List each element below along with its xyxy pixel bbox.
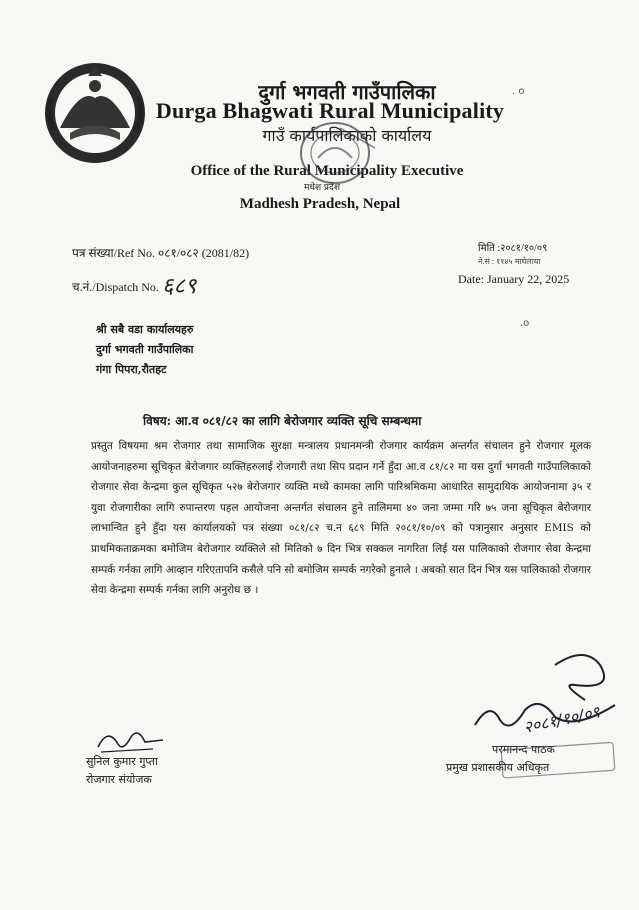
office-stamp-icon xyxy=(280,118,400,188)
date-nepali: मिति :२०८१/१०/०९ xyxy=(478,243,548,254)
official-letter: दुर्गा भगवती गाउँपालिका Durga Bhagwati Rural Municipality गाउँ कार्यपालिकाको कार्यालय Office of the Rural Municipality Executive मधेश प्रदेश Madhesh Pradesh, Nepal . o .o पत्र संख्या/Ref No. ०८१/०८२ (2081/82) च.नं./Dispatch No. ६८९ मिति :२०८१/१०/०९ ने.सं : ११४५ माघेलाया Date: January 22, 2025 श्री सबै वडा कार्यालयहरु दुर्गा भगवती गाउँपालिका गंगा पिपरा,रौतहट विषय: आ.व ०८१/८२ का लागि बेरोजगार व्यक्ति सूचि सम्बन्धमा प्रस्तुत विषयमा श्रम रोजगार तथा सामाजिक सुरक्षा मन्त्रालय प्रधानमन्त्री रोजगार कार्यक्रम अन्तर्गत संचालन हुने रोजगार मूलक आयोजनाहरुमा सूचिकृत बेरोजगार व्यक्तिहरुलाई रोजगारी तथा सिप प्रदान गर्ने हुँदा आ.व ८१/८२ मा यस दुर्गा भगवती गाउँपालिकाको रोजगार सेवा केन्द्रमा कुल सूचिकृत ५२७ बेरोजगार व्यक्ति मध्ये कामका लागि पारिश्रमिकमा आधारित सामुदायिक आयोजनामा ३५ र युवा रोजगारीका लागि रुपान्तरण पहल आयोजना अन्तर्गत संचालन हुने तालिममा ४० जना जम्मा गरि ७५ जना सूचिकृत बेरोजगार लाभान्वित हुने हुँदा यस कार्यालयको पत्र संख्या ०८१/८२ च.न ६८९ मिति २०८१/१०/०९ को पत्रानुसार अनुसार EMIS को प्राथमिकताक्रमका बमोजिम बेरोजगार व्यक्तिले सो मितिको ७ दिन भित्र सक्कल नागरिता लिई यस पालिकाको रोजगार सेवा केन्द्रमा सम्पर्क गर्नका लागि आव्हान गरिएतापनि कसैले पनि सो बमोजिम सम्पर्क नगरेको हुनाले । अबको सात दिन भित्र यस पालिकाको रोजगार सेवा केन्द्रमा सम्पर्क गर्नका लागि अनुरोध छ । सुनिल कुमार गुप्ता रोजगार संयोजक २०८१/१०/०९ परमानन्द पाठक प्रमुख प्रशासकीय अधिकृत xyxy=(0,0,639,910)
recipient-line-1: श्री सबै वडा कार्यालयहरु xyxy=(96,323,194,336)
signatory-right-name: परमानन्द पाठक xyxy=(492,743,555,756)
signatory-left-title: रोजगार संयोजक xyxy=(86,773,152,786)
nepal-emblem-icon xyxy=(40,58,150,168)
letter-subject: विषय: आ.व ०८१/८२ का लागि बेरोजगार व्यक्ति सूचि सम्बन्धमा xyxy=(143,414,422,428)
recipient-line-3: गंगा पिपरा,रौतहट xyxy=(96,363,167,376)
province-nepali: मधेश प्रदेश xyxy=(304,183,340,193)
province-english: Madhesh Pradesh, Nepal xyxy=(239,196,401,212)
office-name-nepali: गाउँ कार्यपालिकाको कार्यालय xyxy=(262,126,432,145)
officer-stamp-icon xyxy=(500,740,620,780)
signatory-left-name: सुनिल कुमार गुप्ता xyxy=(86,755,158,768)
signature-right-icon xyxy=(465,645,635,745)
municipality-name-english: Durga Bhagwati Rural Municipality xyxy=(155,98,505,123)
reference-number: पत्र संख्या/Ref No. ०८१/०८२ (2081/82) xyxy=(72,246,250,260)
office-name-english: Office of the Rural Municipality Executive xyxy=(190,163,464,179)
signature-date: २०८१/१०/०९ xyxy=(521,702,602,737)
signatory-right-title: प्रमुख प्रशासकीय अधिकृत xyxy=(446,761,550,774)
letter-body: प्रस्तुत विषयमा श्रम रोजगार तथा सामाजिक सुरक्षा मन्त्रालय प्रधानमन्त्री रोजगार कार्यक्रम अन्तर्गत संचालन हुने रोजगार मूलक आयोजनाहरुमा सूचिकृत बेरोजगार व्यक्तिहरुलाई रोजगारी तथा सिप प्रदान गर्ने हुँदा आ.व ८१/८२ मा यस दुर्गा भगवती गाउँपालिकाको रोजगार सेवा केन्द्रमा कुल सूचिकृत ५२७ बेरोजगार व्यक्ति मध्ये कामका लागि पारिश्रमिकमा आधारित सामुदायिक आयोजनामा ३५ र युवा रोजगारीका लागि रुपान्तरण पहल आयोजना अन्तर्गत संचालन हुने तालिममा ४० जना जम्मा गरि ७५ जना सूचिकृत बेरोजगार लाभान्वित हुने हुँदा यस कार्यालयको पत्र संख्या ०८१/८२ च.न ६८९ मिति २०८१/१०/०९ को पत्रानुसार अनुसार EMIS को प्राथमिकताक्रमका बमोजिम बेरोजगार व्यक्तिले सो मितिको ७ दिन भित्र सक्कल नागरिता लिई यस पालिकाको रोजगार सेवा केन्द्रमा सम्पर्क गर्नका लागि आव्हान गरिएतापनि कसैले पनि सो बमोजिम सम्पर्क नगरेको हुनाले । अबको सात दिन भित्र यस पालिकाको रोजगार सेवा केन्द्रमा सम्पर्क गर्नका लागि अनुरोध छ । xyxy=(91,440,591,597)
date-english: Date: January 22, 2025 xyxy=(458,272,570,286)
dispatch-label: च.नं./Dispatch No. xyxy=(72,280,159,294)
municipality-name-nepali: दुर्गा भगवती गाउँपालिका xyxy=(258,80,436,104)
dispatch-number: ६८९ xyxy=(162,274,197,299)
date-nepal-sambat: ने.सं : ११४५ माघेलाया xyxy=(478,257,541,266)
recipient-line-2: दुर्गा भगवती गाउँपालिका xyxy=(96,343,194,356)
